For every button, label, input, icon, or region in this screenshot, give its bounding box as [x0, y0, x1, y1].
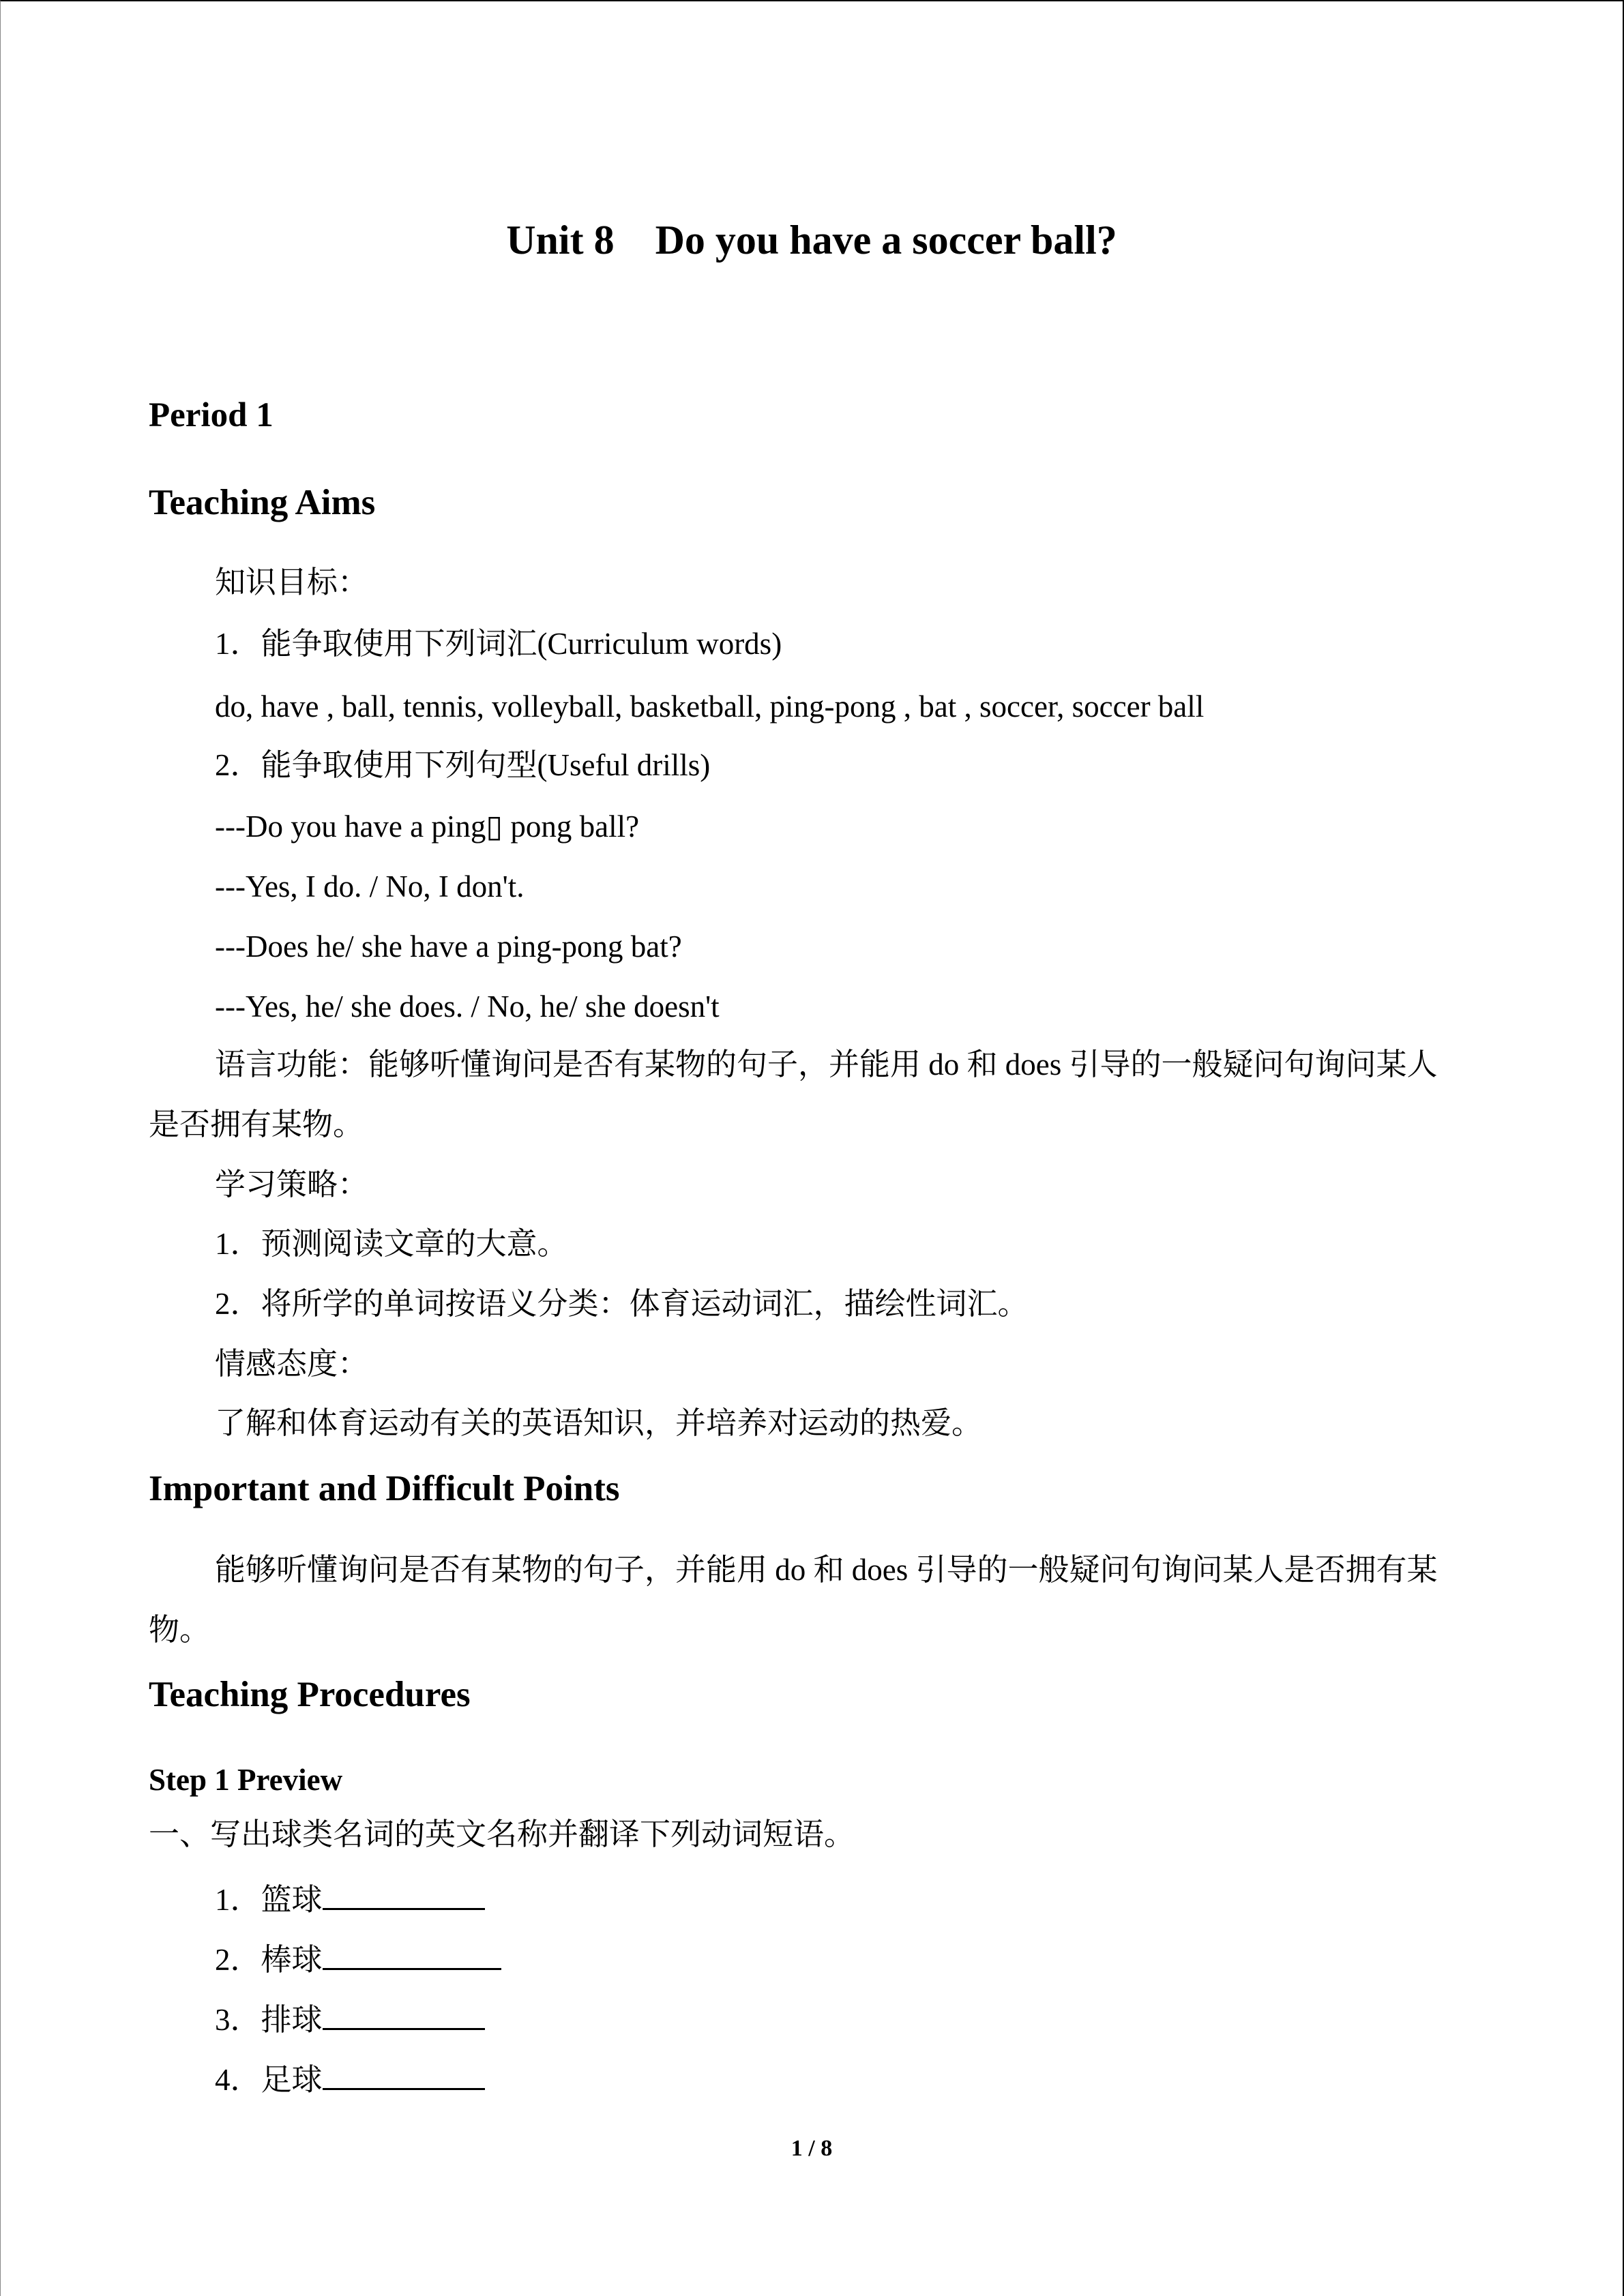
page-title: Unit 8 Do you have a soccer ball? — [506, 218, 1117, 263]
teaching-aims-heading: Teaching Aims — [149, 483, 376, 522]
drill-line: ---Yes, I do. / No, I don't. — [215, 869, 525, 904]
period-heading: Period 1 — [149, 396, 274, 434]
language-function-paragraph: 语言功能：能够听懂询问是否有某物的句子，并能用 do 和 does 引导的一般疑问句询问某人是否拥有某物。 — [149, 1047, 1438, 1142]
strategy-item: 1．预测阅读文章的大意。 — [215, 1227, 568, 1261]
teaching-procedures-heading: Teaching Procedures — [149, 1675, 471, 1714]
strategy-label: 学习策略： — [215, 1167, 369, 1202]
answer-blank[interactable] — [323, 1875, 485, 1910]
exercise-instruction: 一、写出球类名词的英文名称并翻译下列动词短语。 — [149, 1817, 855, 1851]
fill-blank-item — [215, 1935, 501, 1980]
curriculum-words-item: 1．能争取使用下列词汇(Curriculum words) — [215, 627, 782, 661]
strategy-item: 2．将所学的单词按语义分类：体育运动词汇，描绘性词汇。 — [215, 1287, 1029, 1321]
useful-drills-item: 2．能争取使用下列句型(Useful drills) — [215, 748, 711, 782]
answer-blank[interactable] — [323, 2055, 485, 2090]
drill-line: ---Yes, he/ she does. / No, he/ she doesn't — [215, 989, 720, 1024]
fill-blank-label: 1．篮球 — [215, 1883, 323, 1917]
fill-blank-label: 3．排球 — [215, 2003, 323, 2037]
important-points-heading: Important and Difficult Points — [149, 1469, 620, 1508]
important-points-paragraph: 能够听懂询问是否有某物的句子，并能用 do 和 does 引导的一般疑问句询问某人是否拥有某物。 — [149, 1553, 1438, 1647]
vocabulary-list: do, have , ball, tennis, volleyball, basketball, ping-pong , bat , soccer, soccer ball — [215, 689, 1205, 724]
fill-blank-label: 4．足球 — [215, 2063, 323, 2097]
drill-line: ---Does he/ she have a ping-pong bat? — [215, 929, 682, 964]
step-heading: Step 1 Preview — [149, 1763, 343, 1797]
fill-blank-label: 2．棒球 — [215, 1943, 323, 1977]
fill-blank-item — [215, 2055, 485, 2100]
page-number: 1 / 8 — [791, 2136, 833, 2161]
emotion-text: 了解和体育运动有关的英语知识，并培养对运动的热爱。 — [215, 1406, 983, 1440]
answer-blank[interactable] — [323, 1995, 485, 2030]
fill-blank-item — [215, 1875, 485, 1920]
knowledge-label: 知识目标： — [215, 565, 369, 599]
drill-line: ---Do you have a ping▯ pong ball? — [215, 809, 640, 844]
answer-blank[interactable] — [323, 1935, 501, 1970]
emotion-label: 情感态度： — [215, 1347, 369, 1381]
fill-blank-item — [215, 1995, 485, 2040]
